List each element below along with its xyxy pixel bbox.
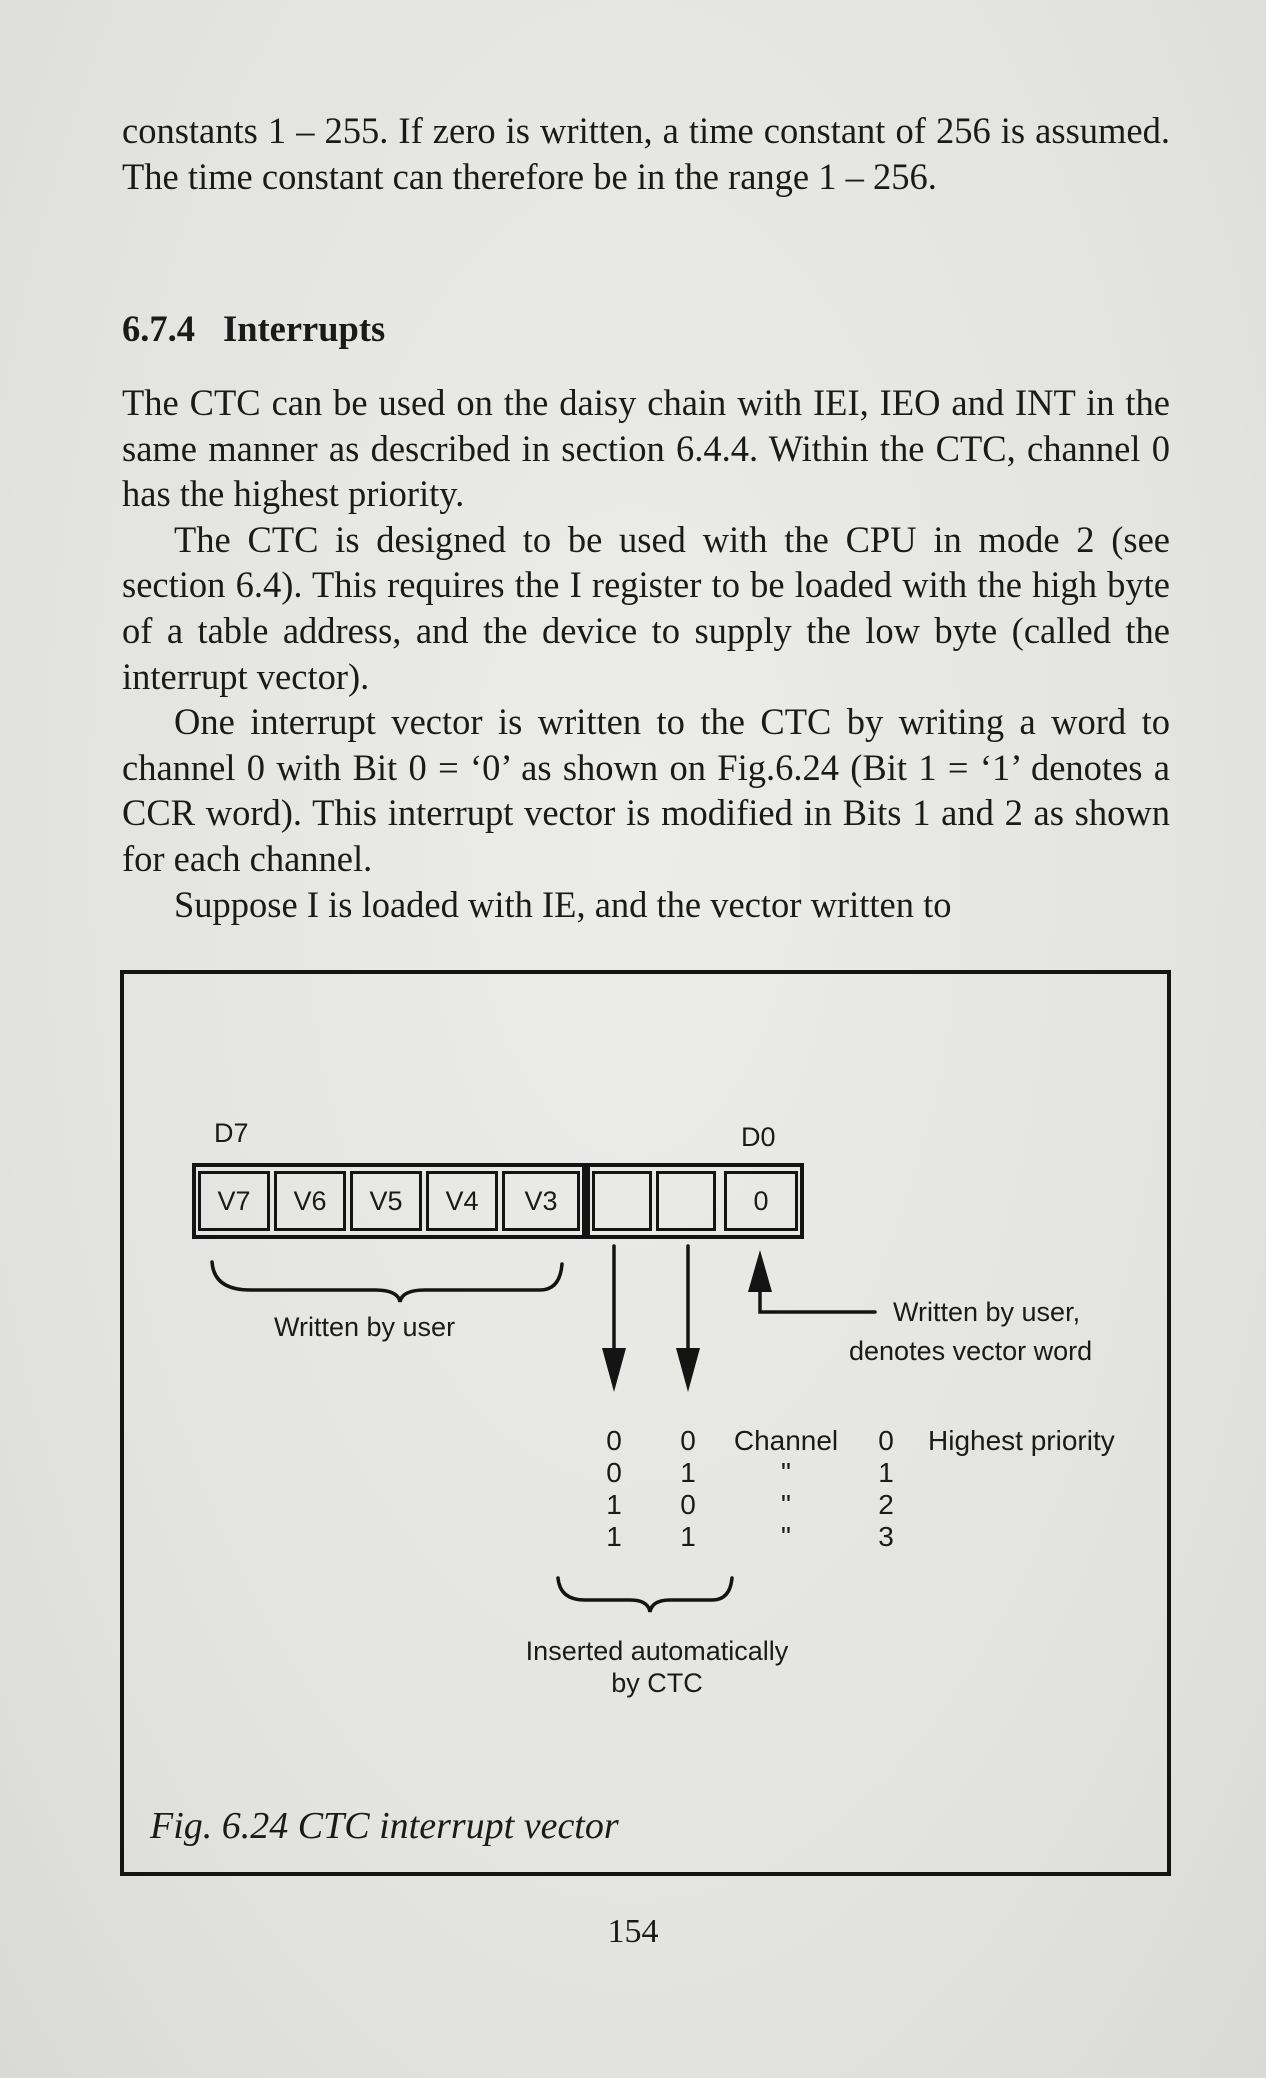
paragraph-1: The CTC can be used on the daisy chain with IEI, IEO and INT in the same manner as described in section 6.4.4. Within the CTC, channel 0 has the highest priority. [122,382,1170,515]
ditto-mark: " [781,1457,791,1488]
bit-cell-v4: V4 [426,1171,498,1231]
label-written-by-user-denotes: Written by user, [893,1297,1081,1327]
label-d0: D0 [741,1122,776,1152]
paragraph-2: The CTC is designed to be used with the CPU in mode 2 (see section 6.4). This requires the I register to be loaded with the high byte of a table address, and the device to supply the low byte (called the interrupt vector). [122,518,1170,697]
paragraph-4: Suppose I is loaded with IE, and the vector written to [174,883,952,925]
label-written-by-user: Written by user [274,1312,456,1342]
figure-caption: Fig. 6.24 CTC interrupt vector [150,1805,619,1847]
bit1-value: 0 [680,1425,696,1456]
bit1-value: 0 [680,1489,696,1520]
arrowhead-d2 [602,1348,626,1392]
bit1-value: 1 [680,1457,696,1488]
bit2-value: 0 [606,1457,622,1488]
channel-numbers-column [872,1425,900,1553]
arrowhead-d1 [676,1348,700,1392]
arrowhead-d0-up [748,1250,772,1292]
brace-user-bits [212,1262,562,1302]
bit-cell-v5: V5 [350,1171,422,1231]
bit-cell-v6: V6 [274,1171,346,1231]
bit2-value: 0 [606,1425,622,1456]
channel-number: 3 [878,1521,894,1552]
ditto-mark: " [781,1489,791,1520]
page-number: 154 [607,1913,659,1950]
paragraph-0: constants 1 – 255. If zero is written, a time constant of 256 is assumed. The time constant can therefore be in the range 1 – 256. [122,110,1170,197]
bit1-values-column [674,1425,702,1553]
label-by-ctc: by CTC [611,1668,703,1698]
channel-number: 1 [878,1457,894,1488]
label-denotes-vector-word: denotes vector word [849,1336,1093,1366]
bit2-value: 1 [606,1489,622,1520]
bit-cell-v3: V3 [502,1171,580,1231]
heading-title: Interrupts [223,308,386,349]
bit-cell-v7: V7 [198,1171,270,1231]
label-inserted-automatically: Inserted automatically [525,1636,789,1666]
channel-number: 2 [878,1489,894,1520]
ditto-mark: " [781,1521,791,1552]
bit-cell-d0: 0 [724,1171,798,1231]
bit2-value: 1 [606,1521,622,1552]
paragraph-3: One interrupt vector is written to the CTC by writing a word to channel 0 with Bit 0 = ‘0’ as shown on Fig.6.24 (Bit 1 = ‘1’ denotes a CCR word). This interrupt vector is modified in Bits 1 and 2 as shown for each channel. [122,701,1170,879]
heading-number: 6.7.4 [122,308,195,349]
label-highest-priority: Highest priority [928,1425,1115,1456]
bit2-values-column [600,1425,628,1553]
bit1-value: 1 [680,1521,696,1552]
label-d7: D7 [214,1118,249,1148]
channel-column [724,1425,848,1553]
channel-label: Channel [733,1425,839,1456]
brace-inserted [558,1578,732,1612]
arrow-leader-d0 [760,1272,875,1312]
channel-number: 0 [878,1425,894,1456]
